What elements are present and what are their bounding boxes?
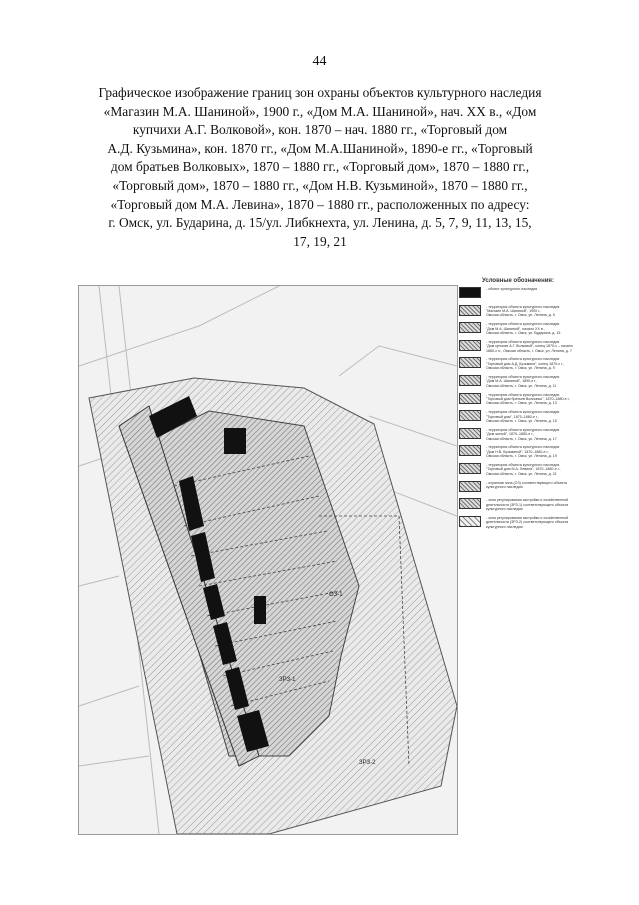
legend-swatch — [459, 375, 481, 386]
legend-title: Условные обозначения: — [482, 278, 554, 284]
legend-swatch — [459, 463, 481, 474]
legend-item — [456, 322, 626, 340]
legend-item — [456, 410, 626, 428]
legend-swatch — [459, 393, 481, 404]
legend-item — [456, 445, 626, 463]
title-line: «Торговый дом М.А. Левина», 1870 – 1880 гг., расположенных по адресу: — [110, 196, 530, 212]
legend-item — [456, 375, 626, 393]
legend-item — [456, 393, 626, 411]
legend-text-line: - объект культурного наследия — [486, 287, 538, 291]
legend-text — [486, 287, 626, 291]
legend-swatch — [459, 305, 481, 316]
legend-text — [486, 428, 626, 441]
document-title — [88, 84, 552, 251]
legend-text — [486, 516, 626, 529]
legend-swatch — [459, 357, 481, 368]
legend-text-line: - территория объекта культурного наследия — [486, 462, 560, 467]
title-line: «Торговый дом», 1870 – 1880 гг., «Дом Н.В. Кузьминой», 1870 – 1880 гг., — [112, 177, 528, 193]
legend-text-line: "Дом жилой", 1870–1880-е г., — [486, 432, 535, 437]
legend-text-line: "Торговый дом братьев Волковых", 1870–1880-е г., — [486, 396, 571, 401]
legend-text-line: - зона регулирования застройки и хозяйственной — [486, 515, 568, 520]
legend-text-line: культурного наследия — [486, 524, 523, 529]
legend-item — [456, 428, 626, 446]
legend-swatch — [459, 481, 481, 492]
legend-item — [456, 357, 626, 375]
title-line: А.Д. Кузьмина», кон. 1870 гг., «Дом М.А.Шаниной», 1890-е гг., «Торговый — [107, 140, 533, 156]
legend-text — [486, 481, 626, 490]
legend-text-line: - территория объекта культурного наследия — [486, 357, 560, 362]
legend-text-line: "Торговый дом А.Д. Кузьмина", конец 1870-х г., — [486, 361, 564, 366]
legend-item — [456, 498, 626, 516]
legend-text-line: Омская область, г. Омск, ул. Ленина, д. 19 — [486, 454, 557, 459]
legend-text-line: Омская область, г. Омск, ул. Ленина, д. 13 — [486, 401, 557, 406]
page-number: 44 — [312, 54, 327, 69]
legend-text — [486, 322, 626, 335]
legend-item — [456, 516, 626, 534]
legend-text — [486, 393, 626, 406]
legend-item — [456, 287, 626, 305]
legend-item — [456, 305, 626, 323]
legend-text-line: - территория объекта культурного наследия — [486, 322, 560, 327]
legend-text-line: деятельности (ЗРЗ-2) соответствующего объекта — [486, 520, 569, 525]
legend-text-line: Омская область, г. Омск, ул. Ленина, д. 21 — [486, 471, 557, 476]
legend-text-line: 1880-х гг., Омская область, г. Омск, ул. Ленина, д. 7 — [486, 348, 572, 353]
legend-text — [486, 375, 626, 388]
zone-map — [78, 285, 458, 835]
title-line: купчихи А.Г. Волковой», кон. 1870 – нач. 1880 гг., «Торговый дом — [132, 122, 508, 138]
legend-text — [486, 445, 626, 458]
legend-text-line: "Дом М.А. Шаниной", начало XX в., — [486, 326, 545, 331]
legend-item — [456, 340, 626, 358]
legend-swatch — [459, 428, 481, 439]
map-label-oz: ОЗ-1 — [329, 592, 343, 598]
legend-text-line: "Дом Н.В. Кузьминой", 1870–1880-е г., — [486, 449, 550, 454]
legend-swatch — [459, 340, 481, 351]
legend-text-line: деятельности (ЗРЗ-1) соответствующего объекта — [486, 502, 569, 507]
legend-text-line: - территория объекта культурного наследия — [486, 304, 560, 309]
legend-text-line: - территория объекта культурного наследия — [486, 427, 560, 432]
legend-text-line: - территория объекта культурного наследия — [486, 339, 560, 344]
legend-text — [486, 463, 626, 476]
title-line: 17, 19, 21 — [293, 233, 347, 249]
legend-text-line: - территория объекта культурного наследия — [486, 445, 560, 450]
legend-text-line: "Дом купчихи А.Г. Волковой", конец 1870-х – начало — [486, 344, 573, 349]
legend-swatch — [459, 410, 481, 421]
legend-text-line: - зона регулирования застройки и хозяйственной — [486, 498, 568, 503]
legend-item — [456, 481, 626, 499]
legend-text — [486, 498, 626, 511]
map-label-zrz2: ЗРЗ-2 — [359, 760, 376, 766]
legend-text-line: Омская область, г. Омск, ул. Ленина, д. 9 — [486, 366, 555, 371]
legend-text-line: "Магазин М.А. Шаниной", 1900 г., — [486, 309, 541, 313]
legend-swatch — [459, 498, 481, 509]
legend-text-line: "Торговый дом", 1870–1880-е г., — [486, 414, 539, 419]
legend-item — [456, 463, 626, 481]
legend-swatch — [459, 516, 481, 527]
legend-text-line: Омская область, г. Омск, ул. Ленина, д. 17 — [486, 436, 557, 441]
legend-text-line: "Дом М.А. Шаниной", 1890-е г., — [486, 379, 538, 384]
legend-swatch — [459, 445, 481, 456]
legend-text-line: культурного наследия — [486, 484, 523, 489]
legend-text-line: - охранная зона (ОЗ) соответствующего объекта — [486, 480, 567, 485]
legend-text-line: Омская область, г. Омск, ул. Ленина, д. 11 — [486, 383, 557, 388]
legend-swatch — [459, 322, 481, 333]
map-legend — [456, 275, 626, 533]
legend-text-line: "Торговый дом М.А. Левина", 1870–1880-е г., — [486, 467, 561, 472]
legend-swatch — [459, 287, 481, 298]
legend-text-line: - территория объекта культурного наследия — [486, 374, 560, 379]
title-line: «Магазин М.А. Шаниной», 1900 г., «Дом М.А. Шаниной», нач. XX в., «Дом — [103, 103, 537, 119]
map-label-zrz1: ЗРЗ-1 — [279, 677, 296, 683]
title-line: дом братьев Волковых», 1870 – 1880 гг., «Торговый дом», 1870 – 1880 гг., — [110, 159, 530, 175]
legend-text-line: - территория объекта культурного наследия — [486, 410, 560, 415]
legend-text — [486, 305, 626, 318]
legend-text — [486, 410, 626, 423]
map-drawing — [79, 286, 457, 834]
title-line: г. Омск, ул. Бударина, д. 15/ул. Либкнехта, ул. Ленина, д. 5, 7, 9, 11, 13, 15, — [108, 215, 532, 231]
legend-text-line: Омская область, г. Омск, ул. Ленина, д. 15 — [486, 418, 557, 423]
legend-text-line: культурного наследия — [486, 506, 523, 511]
legend-text — [486, 357, 626, 370]
title-line: Графическое изображение границ зон охраны объектов культурного наследия — [98, 85, 542, 100]
legend-text — [486, 340, 626, 353]
legend-text-line: Омская область, г. Омск, ул. Ленина, д. 5 — [486, 313, 555, 318]
legend-text-line: Омская область, г. Омск, ул. Бударина, д. 15 — [486, 331, 561, 335]
legend-text-line: - территория объекта культурного наследия — [486, 392, 560, 397]
